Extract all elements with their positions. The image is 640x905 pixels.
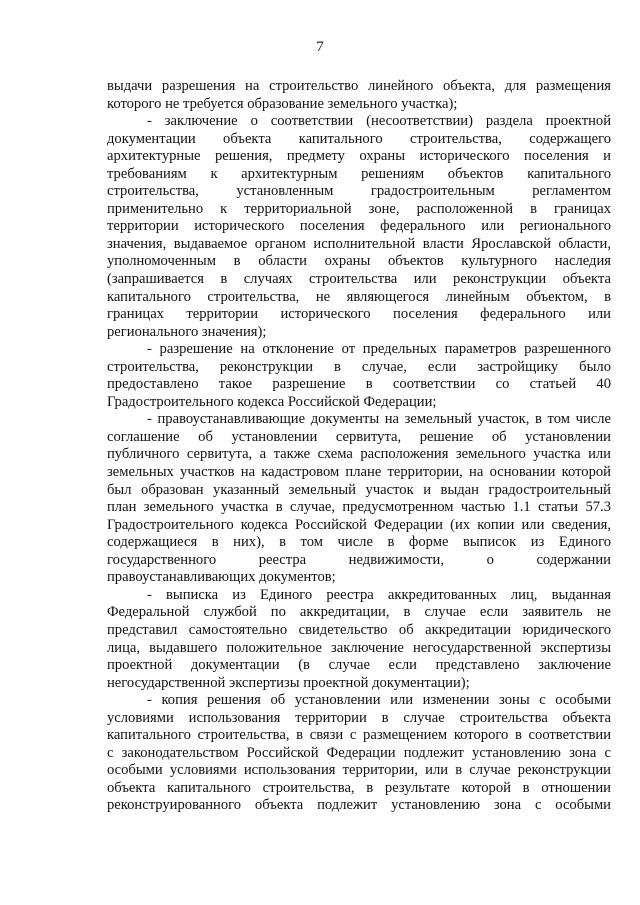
text-line: соглашение об установлении сервитута, решение об установлении: [107, 428, 611, 445]
text-line: Градостроительного кодекса Российской Федерации (их копии или сведения,: [107, 516, 611, 533]
text-line: условиями использования территории в случае строительства объекта: [107, 709, 611, 726]
text-line: Федеральной службой по аккредитации, в случае если заявитель не: [107, 604, 611, 621]
text-line: - правоустанавливающие документы на земельный участок, в том числе: [147, 411, 611, 428]
text-line: особыми условиями использования территории, или в случае реконструкции: [107, 762, 611, 779]
text-line: - копия решения об установлении или изменении зоны с особыми: [147, 692, 611, 709]
text-line: предоставлено такое разрешение в соответствии со статьей 40: [107, 376, 611, 393]
text-line: (запрашивается в случаях строительства или реконструкции объекта: [107, 271, 611, 288]
text-line: - выписка из Единого реестра аккредитованных лиц, выданная: [147, 586, 611, 603]
text-line: публичного сервитута, а также схема расположения земельного участка или: [107, 446, 611, 463]
text-line: реконструированного объекта подлежит установлению зона с особыми: [107, 797, 611, 814]
text-line: Градостроительного кодекса Российской Федерации;: [107, 393, 437, 410]
text-line: земельных участков на кадастровом плане территории, на основании которой: [107, 464, 611, 481]
text-line: которого не требуется образование земельного участка);: [107, 95, 458, 112]
text-line: проектной документации (в случае если представлено заключение: [107, 657, 611, 674]
text-line: строительства, установленным градостроительным регламентом: [107, 183, 611, 200]
text-line: негосударственной экспертизы проектной документации);: [107, 674, 470, 691]
text-line: был образован указанный земельный участок и выдан градостроительный: [107, 481, 611, 498]
text-line: документации объекта капитального строительства, содержащего: [107, 130, 611, 147]
text-line: государственного реестра недвижимости, о содержании: [107, 551, 611, 568]
text-line: с законодательством Российской Федерации подлежит установлению зона с: [107, 744, 611, 761]
text-line: содержащиеся в них), в том числе в форме выписок из Единого: [107, 534, 611, 551]
text-line: выдачи разрешения на строительство линейного объекта, для размещения: [107, 78, 611, 94]
text-line: правоустанавливающих документов;: [107, 569, 336, 586]
text-line: архитектурные решения, предмету охраны исторического поселения и: [107, 148, 611, 165]
text-line: капитального строительства, не являющегося линейным объектом, в: [107, 288, 611, 305]
text-line: объекта капитального строительства, в результате которой в отношении: [107, 779, 611, 796]
text-line: значения, выдаваемое органом исполнительной власти Ярославской области,: [107, 235, 611, 252]
text-line: уполномоченным в области охраны объектов культурного наследия: [107, 253, 611, 270]
text-line: требованиям к архитектурным решениям объектов капитального: [107, 165, 611, 182]
text-line: лица, выдавшего положительное заключение негосударственной экспертизы: [107, 639, 611, 656]
text-line: план земельного участка в случае, предусмотренном частью 1.1 статьи 57.3: [107, 499, 611, 516]
text-line: - разрешение на отклонение от предельных параметров разрешенного: [147, 341, 611, 358]
page-number: 7: [316, 39, 324, 55]
text-line: границах территории исторического поселения федерального или: [107, 306, 611, 323]
text-line: применительно к территориальной зоне, расположенной в границах: [107, 200, 611, 217]
text-line: капитального строительства, в связи с размещением которого в соответствии: [107, 727, 611, 744]
text-line: строительства, реконструкции в случае, если застройщику было: [107, 358, 611, 375]
text-line: - заключение о соответствии (несоответствии) раздела проектной: [147, 113, 611, 130]
body-text: [107, 78, 611, 815]
text-line: территории исторического поселения федерального или регионального: [107, 218, 611, 235]
text-line: представил самостоятельно свидетельство об аккредитации юридического: [107, 621, 611, 638]
text-line: регионального значения);: [107, 323, 267, 340]
